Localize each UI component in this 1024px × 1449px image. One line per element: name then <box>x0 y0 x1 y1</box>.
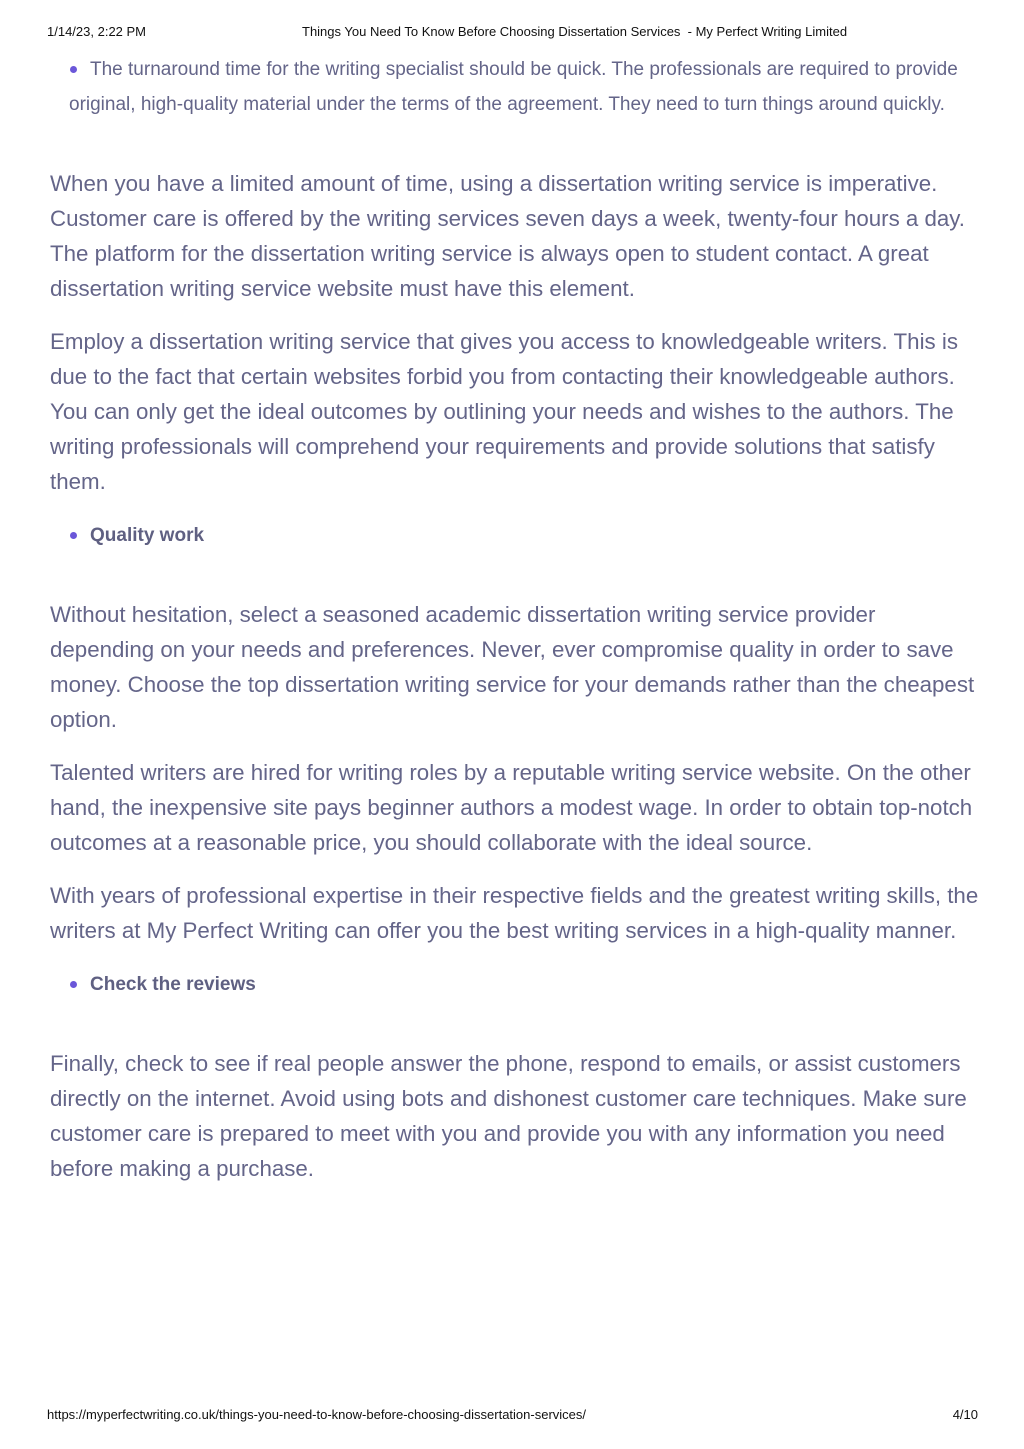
bullet-dot-icon <box>70 66 77 73</box>
paragraph: When you have a limited amount of time, using a dissertation writing service is imperative. Customer care is offered by the writing services seven days a week, twenty-four hours a day. The platform for the dissertation writing service is always open to student contact. A great dissertation writing service website must have this element. <box>50 171 965 301</box>
bullet-list <box>50 518 980 553</box>
bullet-list <box>50 52 980 122</box>
list-item <box>50 52 980 122</box>
article-content <box>50 52 980 1186</box>
section-heading-quality: Quality work <box>90 525 205 546</box>
bullet-dot-icon <box>70 532 77 539</box>
print-footer <box>47 1407 978 1425</box>
bullet-turnaround-text: The turnaround time for the writing specialist should be quick. The professionals are required to provide original, high-quality material under the terms of the agreement. They need to turn things around quickly. <box>69 59 958 115</box>
print-page-title: Things You Need To Know Before Choosing Dissertation Services - My Perfect Writing Limited <box>302 24 848 39</box>
page-number: 4/10 <box>952 1407 978 1422</box>
paragraph: Employ a dissertation writing service that gives you access to knowledgeable writers. This is due to the fact that certain websites forbid you from contacting their knowledgeable authors. You can only get the ideal outcomes by outlining your needs and wishes to the authors. The writing professionals will comprehend your requirements and provide solutions that satisfy them. <box>50 329 958 494</box>
list-item <box>50 967 980 1002</box>
bullet-list <box>50 967 980 1002</box>
bullet-dot-icon <box>70 981 77 988</box>
paragraph: Finally, check to see if real people answer the phone, respond to emails, or assist customers directly on the internet. Avoid using bots and dishonest customer care techniques. Make sure customer care is prepared to meet with you and provide you with any information you need before making a purchase. <box>50 1051 967 1181</box>
paragraph: With years of professional expertise in their respective fields and the greatest writing skills, the writers at My Perfect Writing can offer you the best writing services in a high-quality manner. <box>50 883 979 943</box>
section-heading-reviews: Check the reviews <box>90 974 256 995</box>
print-date: 1/14/23, 2:22 PM <box>47 24 147 39</box>
paragraph: Without hesitation, select a seasoned academic dissertation writing service provider depending on your needs and preferences. Never, ever compromise quality in order to save money. Choose the top dissertation writing service for your demands rather than the cheapest option. <box>50 602 975 732</box>
print-header <box>47 24 978 42</box>
print-url: https://myperfectwriting.co.uk/things-you-need-to-know-before-choosing-dissertation-services/ <box>47 1407 587 1422</box>
list-item <box>50 518 980 553</box>
paragraph: Talented writers are hired for writing roles by a reputable writing service website. On the other hand, the inexpensive site pays beginner authors a modest wage. In order to obtain top-notch outcomes at a reasonable price, you should collaborate with the ideal source. <box>50 760 973 855</box>
